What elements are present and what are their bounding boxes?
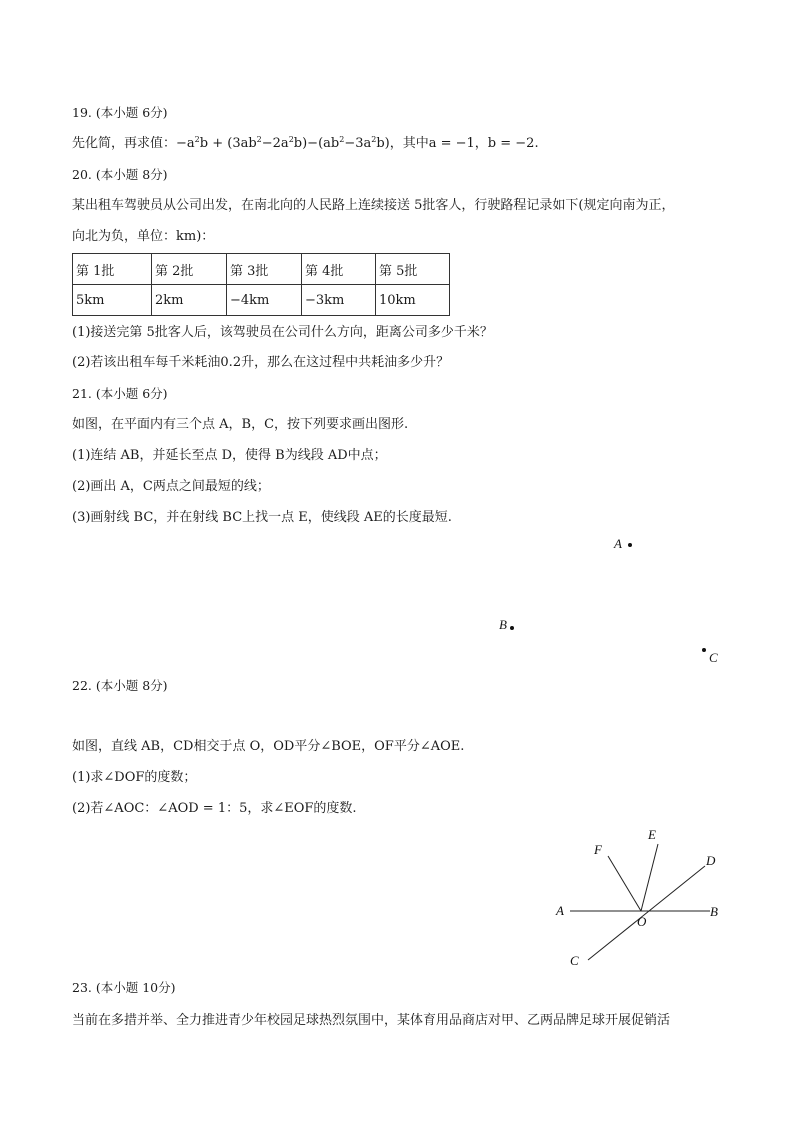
q23-header: 23. (本小题 10分) [72, 980, 176, 995]
label-a: A [556, 903, 564, 918]
angle-figure [540, 820, 740, 980]
table-value-cell: −3km [302, 285, 376, 316]
q20-sub-2: (2)若该出租车每千米耗油0.2升，那么在这过程中共耗油多少升？ [72, 355, 450, 370]
point-a-dot [628, 543, 632, 547]
q21-sub-1: (1)连结 AB，并延长至点 D，使得 B为线段 AD中点； [72, 448, 387, 463]
ray-of [608, 856, 641, 911]
label-e: E [648, 827, 656, 842]
table-header-cell: 第 2批 [152, 254, 227, 285]
q22-text: 如图，直线 AB，CD相交于点 O，OD平分∠BOE，OF平分∠AOE. [72, 739, 465, 754]
q21-header: 21. (本小题 6分) [72, 386, 168, 401]
point-a-label: A [614, 536, 622, 551]
table-value-cell: 2km [152, 285, 227, 316]
table-header-row [73, 254, 450, 285]
table-header-cell: 第 1批 [73, 254, 152, 285]
table-header-cell: 第 5批 [376, 254, 450, 285]
q20-sub-1: (1)接送完第 5批客人后，该驾驶员在公司什么方向，距离公司多少千米？ [72, 325, 493, 340]
label-f: F [594, 842, 602, 857]
q22-header: 22. (本小题 8分) [72, 678, 168, 693]
point-c-label: C [709, 650, 718, 665]
line-cd [588, 866, 705, 960]
table-value-row [73, 285, 450, 316]
q23-text: 当前在多措并举、全力推进青少年校园足球热烈氛围中，某体育用品商店对甲、乙两品牌足球开展促销活 [72, 1013, 671, 1028]
q20-table [72, 253, 450, 316]
q21-sub-3: (3)画射线 BC，并在射线 BC上找一点 E，使线段 AE的长度最短. [72, 510, 452, 525]
ray-oe [641, 844, 658, 911]
table-value-cell: 10km [376, 285, 450, 316]
point-b-dot [510, 626, 514, 630]
point-b-label: B [499, 617, 507, 632]
table-header-cell: 第 4批 [302, 254, 376, 285]
q19-text: 先化简，再求值：$-a^2b + (3ab^2-2a^2b)-(ab^2-3a^2b)$，其中a = −1，b = −2. [72, 135, 539, 151]
point-c-dot [702, 648, 706, 652]
label-o: O [637, 914, 647, 929]
q21-text: 如图，在平面内有三个点 A，B，C，按下列要求画出图形. [72, 417, 409, 432]
label-d: D [706, 853, 716, 868]
q22-sub-1: (1)求∠DOF的度数； [72, 770, 197, 785]
q19-header: 19. (本小题 6分) [72, 105, 168, 120]
q20-text-2: 向北为负，单位：km)： [72, 229, 215, 244]
q22-sub-2: (2)若∠AOC：∠AOD = 1：5，求∠EOF的度数. [72, 801, 357, 816]
label-c: C [570, 953, 579, 968]
table-value-cell: 5km [73, 285, 152, 316]
q20-header: 20. (本小题 8分) [72, 167, 168, 182]
table-value-cell: −4km [227, 285, 302, 316]
q21-sub-2: (2)画出 A，C两点之间最短的线； [72, 479, 270, 494]
table-header-cell: 第 3批 [227, 254, 302, 285]
label-b: B [710, 904, 718, 919]
q20-text-1: 某出租车驾驶员从公司出发，在南北向的人民路上连续接送 5批客人，行驶路程记录如下(规定向南为正， [72, 198, 675, 213]
